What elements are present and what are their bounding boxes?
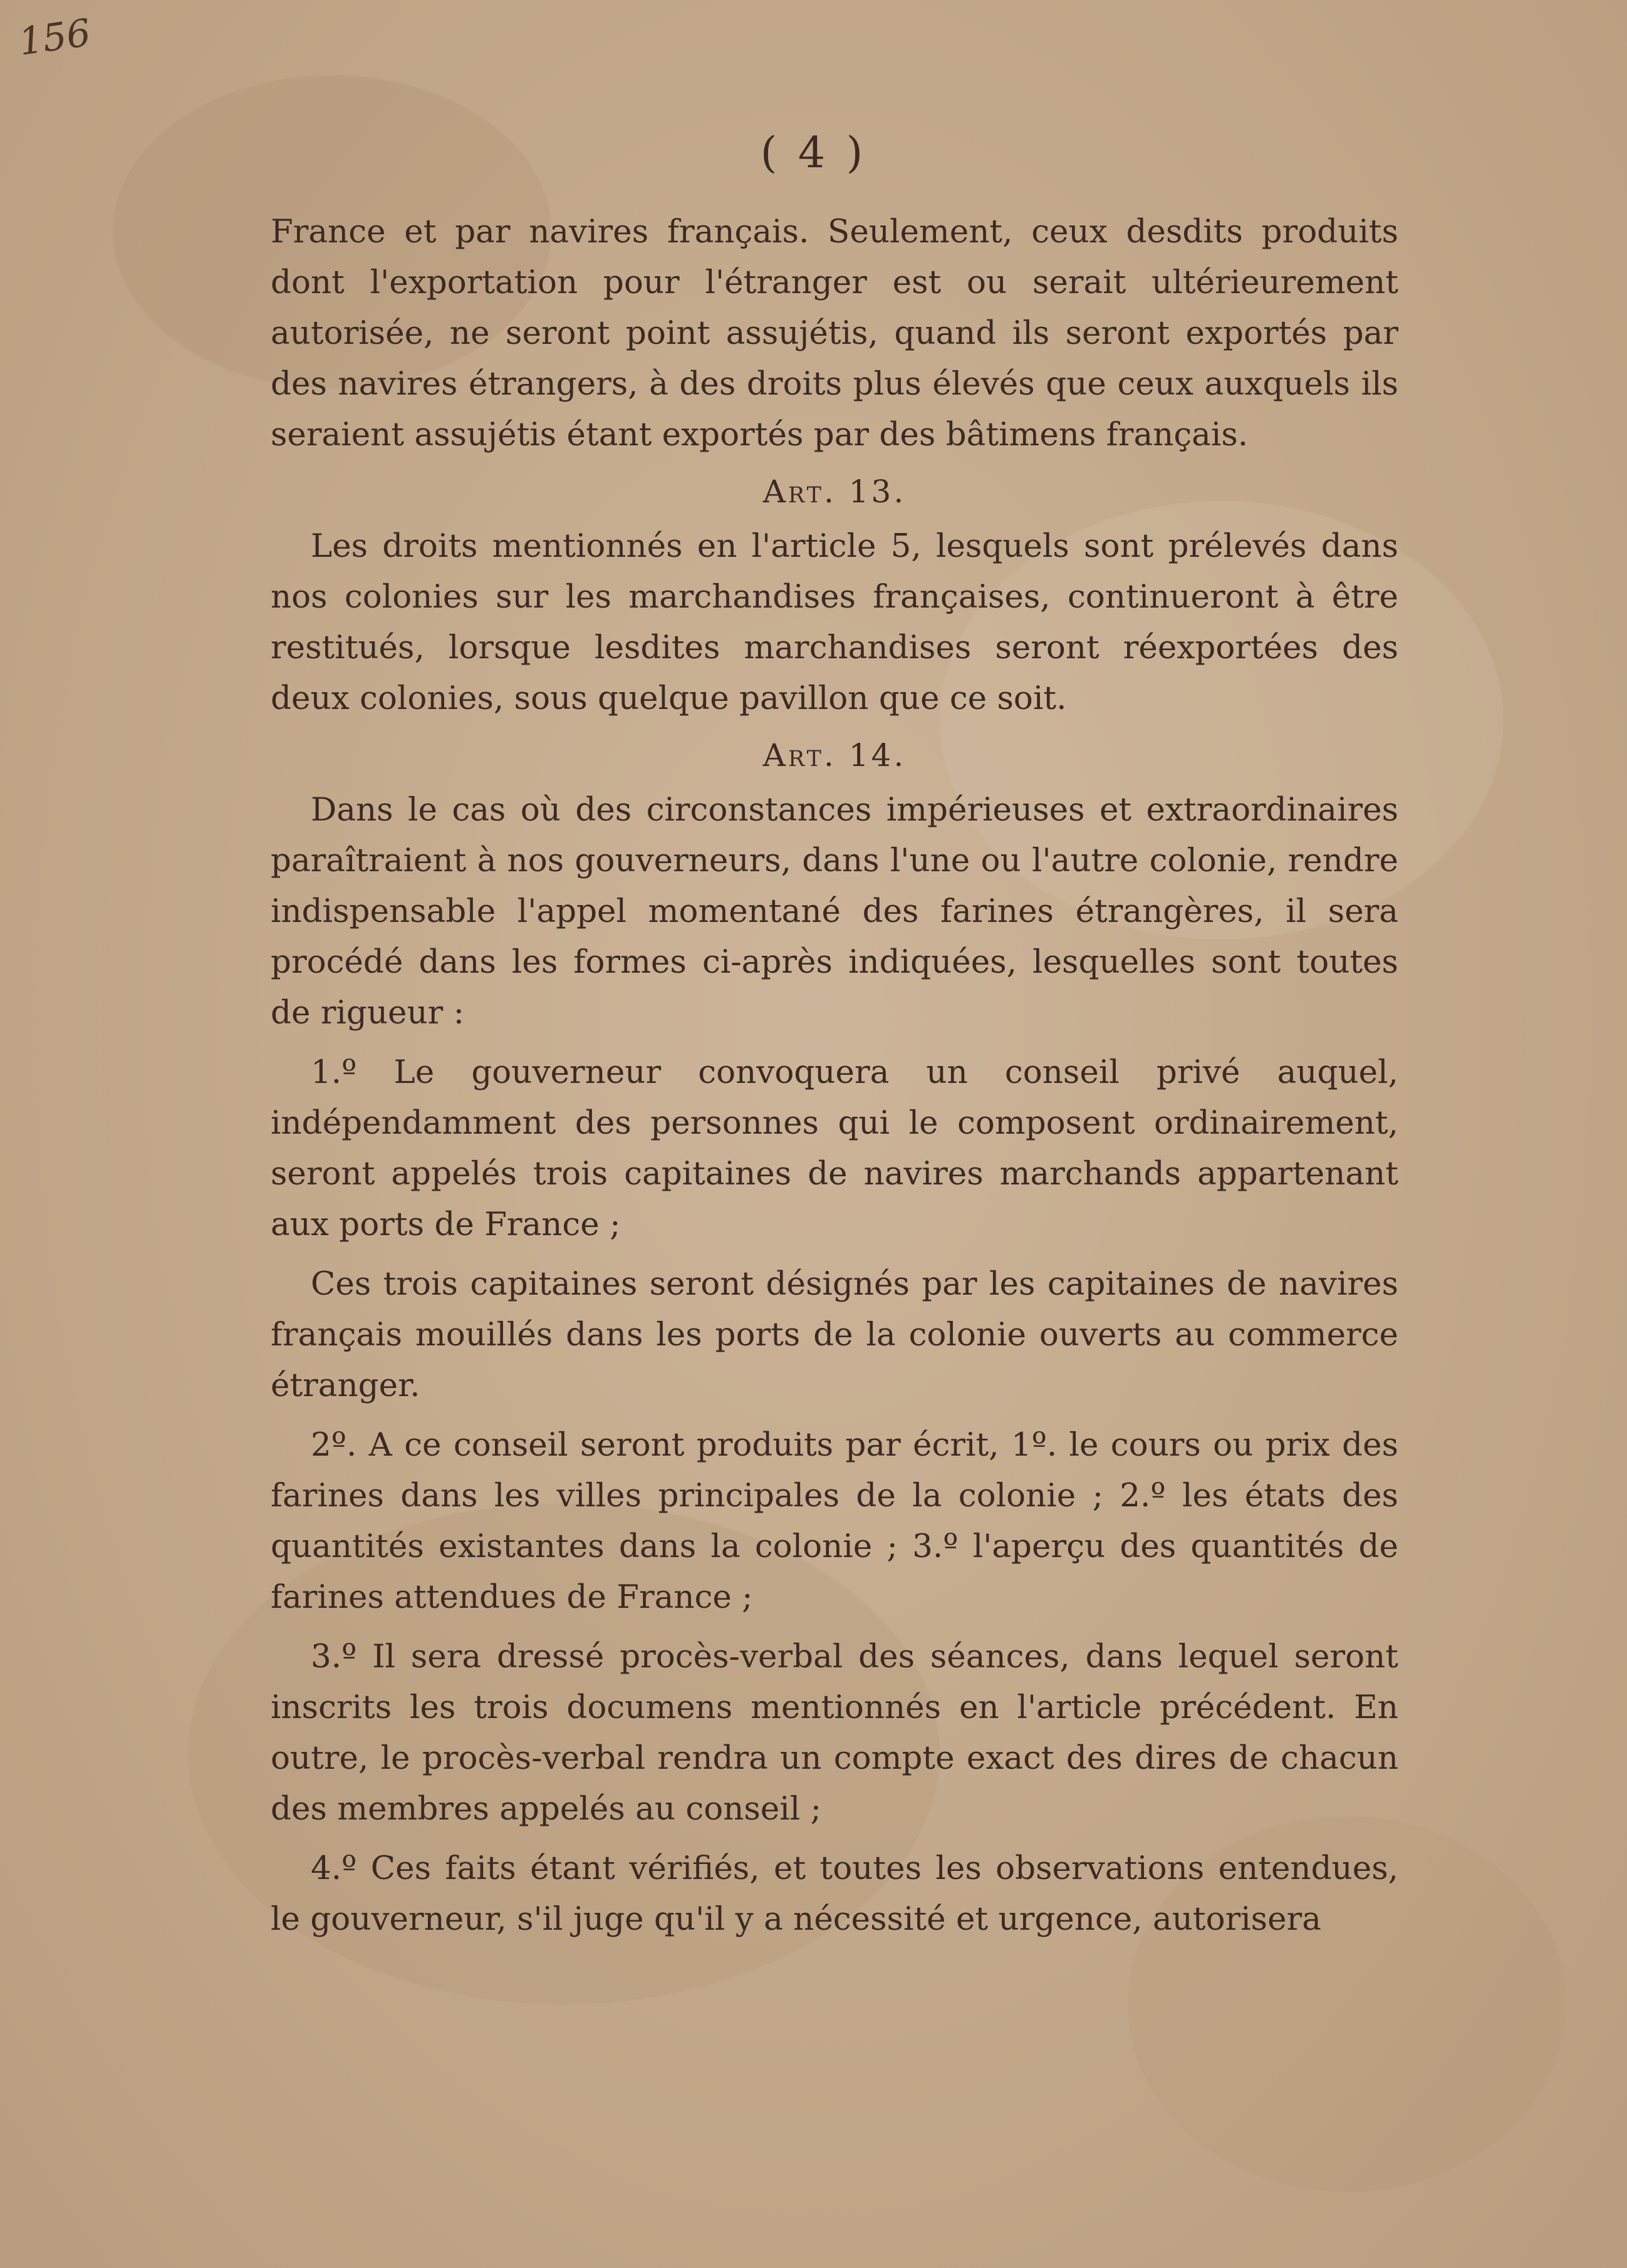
handwritten-marginal-note: 156 (16, 11, 93, 65)
paragraph-item-2: 2º. A ce conseil seront produits par écrit, 1º. le cours ou prix des farines dans les villes principales de la colonie ; 2.º les états des quantités existantes dans la colonie ; 3.º l'aperçu des quantités de farines attendues de France ; (271, 1426, 1398, 1616)
paragraph-captains: Ces trois capitaines seront désignés par les capitaines de navires français mouillés dans les ports de la colonie ouverts au commerce étranger. (271, 1265, 1398, 1404)
paragraph-article-13: Les droits mentionnés en l'article 5, lesquels sont prélevés dans nos colonies sur les marchandises françaises, continueront à être restitués, lorsque lesdites marchandises seront réexportées des deux colonies, sous quelque pavillon que ce soit. (271, 527, 1398, 717)
paragraph-item-3: 3.º Il sera dressé procès-verbal des séances, dans lequel seront inscrits les trois documens mentionnés en l'article précédent. En outre, le procès-verbal rendra un compte exact des dires de chacun des membres appelés au conseil ; (271, 1638, 1398, 1828)
document-body (271, 207, 1398, 1945)
paragraph-article-14-intro: Dans le cas où des circonstances impérieuses et extraordinaires paraîtraient à nos gouverneurs, dans l'une ou l'autre colonie, rendre indispensable l'appel momentané des farines étrangères, il sera procédé dans les formes ci-après indiquées, lesquelles sont toutes de rigueur : (271, 791, 1398, 1032)
paragraph-item-4: 4.º Ces faits étant vérifiés, et toutes les observations entendues, le gouverneur, s'il juge qu'il y a nécessité et urgence, autorisera (271, 1850, 1398, 1938)
article-13-heading: Art. 13. (762, 474, 907, 510)
paragraph-continuation: France et par navires français. Seulement, ceux desdits produits dont l'exportation pour l'étranger est ou serait ultérieurement autorisée, ne seront point assujétis, quand ils seront exportés par des navires étrangers, à des droits plus élevés que ceux auxquels ils seraient assujétis étant exportés par des bâtimens français. (271, 213, 1398, 453)
page-number: ( 4 ) (760, 128, 867, 178)
paragraph-item-1: 1.º Le gouverneur convoquera un conseil privé auquel, indépendamment des personnes qui le composent ordinairement, seront appelés trois capitaines de navires marchands appartenant aux ports de France ; (271, 1054, 1398, 1243)
article-14-heading: Art. 14. (762, 737, 907, 774)
